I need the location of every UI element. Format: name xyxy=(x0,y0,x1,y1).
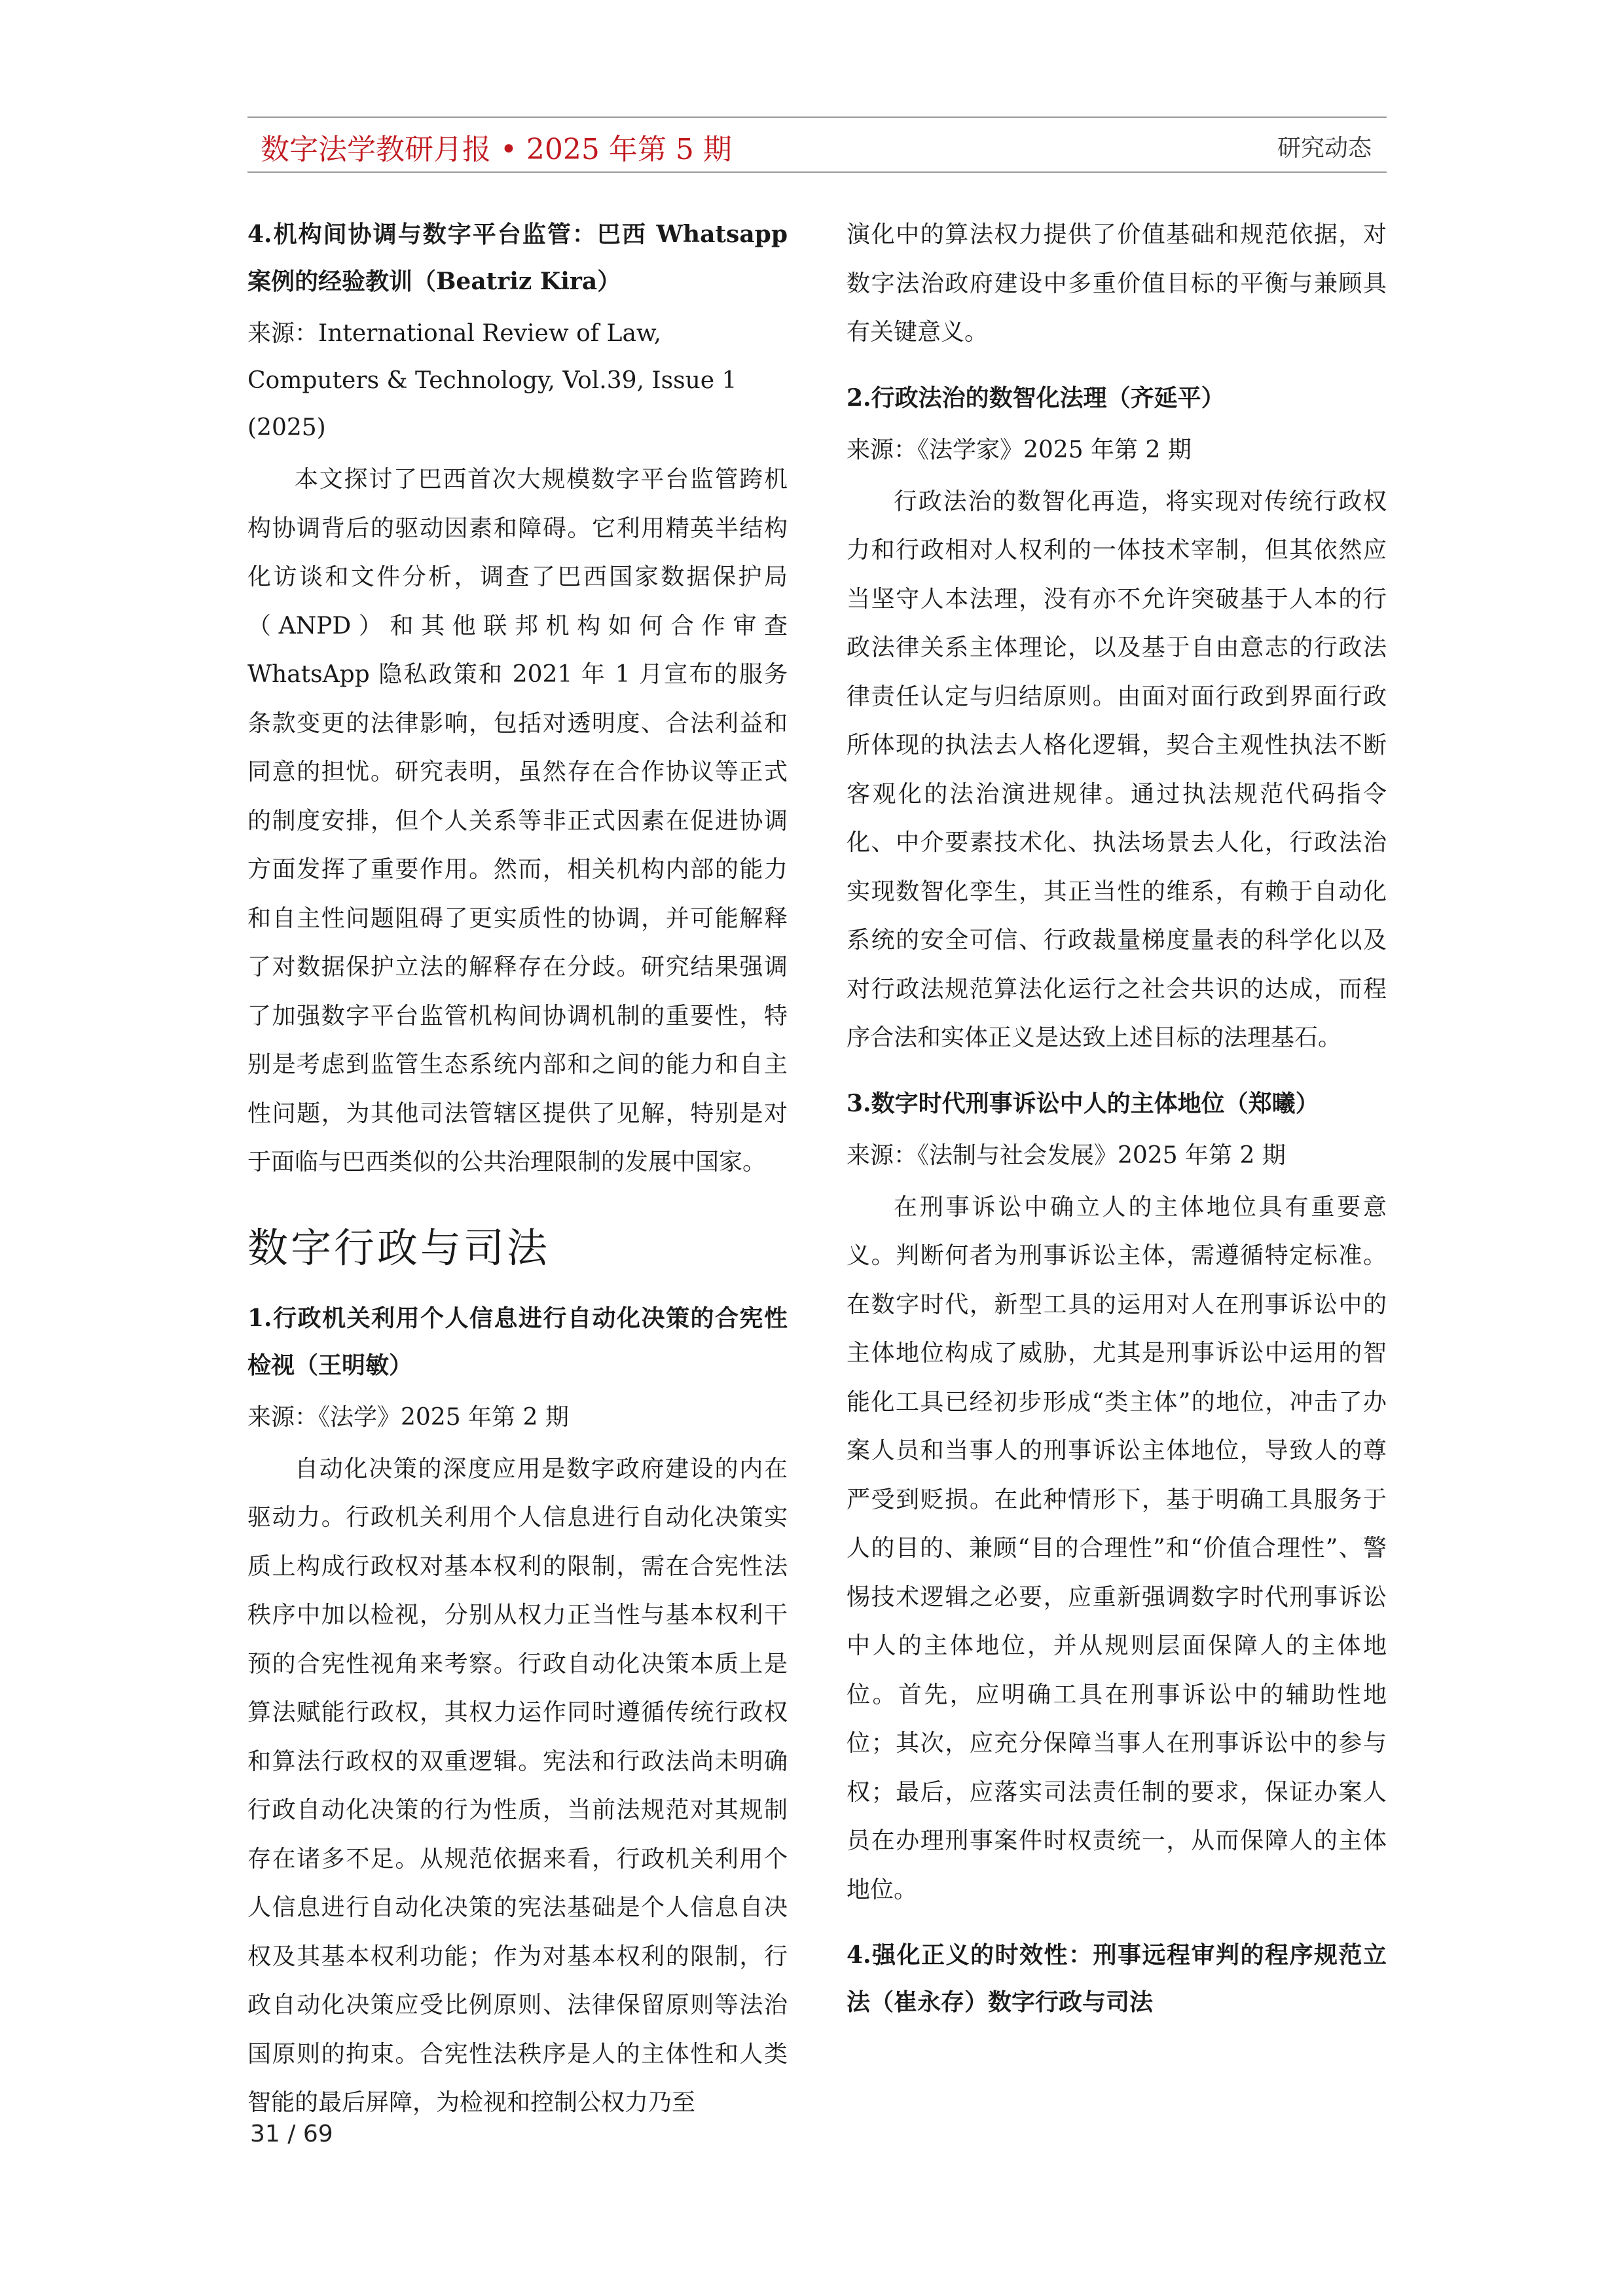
page-number: 31 / 69 xyxy=(250,2121,333,2147)
article-title: 4.机构间协调与数字平台监管：巴西 Whatsapp 案例的经验教训（Beatriz Kira） xyxy=(247,221,788,295)
article-abstract: 自动化决策的深度应用是数字政府建设的内在驱动力。行政机关利用个人信息进行自动化决策实质上构成行政权对基本权利的限制，需在合宪性法秩序中加以检视，分别从权力正当性与基本权利干预的合宪性视角来考察。行政自动化决策本质上是算法赋能行政权，其权力运作同时遵循传统行政权和算法行政权的双重逻辑。宪法和行政法尚未明确行政自动化决策的行为性质，当前法规范对其规制存在诸多不足。从规范依据来看，行政机关利用个人信息进行自动化决策的宪法基础是个人信息自决权及其基本权利功能；作为对基本权利的限制，行政自动化决策应受比例原则、法律保留原则等法治国原则的拘束。合宪性法秩序是人的主体性和人类智能的最后屏障，为检视和控制公权力乃至 xyxy=(247,1455,788,2116)
article-source: 来源：《法制与社会发展》2025 年第 2 期 xyxy=(847,1141,1286,1169)
section-heading: 数字行政与司法 xyxy=(247,1223,551,1272)
article-abstract-continued: 演化中的算法权力提供了价值基础和规范依据，对数字法治政府建设中多重价值目标的平衡与兼顾具有关键意义。 xyxy=(847,221,1387,346)
article-abstract: 在刑事诉讼中确立人的主体地位具有重要意义。判断何者为刑事诉讼主体，需遵循特定标准。在数字时代，新型工具的运用对人在刑事诉讼中的主体地位构成了威胁，尤其是刑事诉讼中运用的智能化工具已经初步形成“类主体”的地位，冲击了办案人员和当事人的刑事诉讼主体地位，导致人的尊严受到贬损。在此种情形下，基于明确工具服务于人的目的、兼顾“目的合理性”和“价值合理性”、警惕技术逻辑之必要，应重新强调数字时代刑事诉讼中人的主体地位，并从规则层面保障人的主体地位。首先，应明确工具在刑事诉讼中的辅助性地位；其次，应充分保障当事人在刑事诉讼中的参与权；最后，应落实司法责任制的要求，保证办案人员在办理刑事案件时权责统一，从而保障人的主体地位。 xyxy=(847,1193,1387,1903)
article-title: 3.数字时代刑事诉讼中人的主体地位（郑曦） xyxy=(847,1089,1319,1117)
article-title: 4.强化正义的时效性：刑事远程审判的程序规范立法（崔永存）数字行政与司法 xyxy=(847,1941,1387,2016)
article-source: 来源：《法学》2025 年第 2 期 xyxy=(247,1403,569,1431)
article-title: 2.行政法治的数智化法理（齐延平） xyxy=(847,384,1225,412)
journal-title: 数字法学教研月报 • 2025 年第 5 期 xyxy=(261,133,732,166)
header-top-rule xyxy=(247,117,1387,118)
article-abstract: 本文探讨了巴西首次大规模数字平台监管跨机构协调背后的驱动因素和障碍。它利用精英半结构化访谈和文件分析，调查了巴西国家数据保护局（ANPD）和其他联邦机构如何合作审查 WhatsApp 隐私政策和 2021 年 1 月宣布的服务条款变更的法律影响，包括对透明度、合法利益和同意的担忧。研究表明，虽然存在合作协议等正式的制度安排，但个人关系等非正式因素在促进协调方面发挥了重要作用。然而，相关机构内部的能力和自主性问题阻碍了更实质性的协调，并可能解释了对数据保护立法的解释存在分歧。研究结果强调了加强数字平台监管机构间协调机制的重要性，特别是考虑到监管生态系统内部和之间的能力和自主性问题，为其他司法管辖区提供了见解，特别是对于面临与巴西类似的公共治理限制的发展中国家。 xyxy=(247,466,788,1175)
right-column xyxy=(847,211,1387,2026)
article-abstract: 行政法治的数智化再造，将实现对传统行政权力和行政相对人权利的一体技术宰制，但其依然应当坚守人本法理，没有亦不允许突破基于人本的行政法律关系主体理论，以及基于自由意志的行政法律责任认定与归结原则。由面对面行政到界面行政所体现的执法去人格化逻辑，契合主观性执法不断客观化的法治演进规律。通过执法规范代码指令化、中介要素技术化、执法场景去人化，行政法治实现数智化孪生，其正当性的维系，有赖于自动化系统的安全可信、行政裁量梯度量表的科学化以及对行政法规范算法化运行之社会共识的达成，而程序合法和实体正义是达致上述目标的法理基石。 xyxy=(847,488,1387,1051)
article-title: 1.行政机关利用个人信息进行自动化决策的合宪性检视（王明敏） xyxy=(247,1304,788,1379)
header-bottom-rule xyxy=(247,171,1387,173)
section-label: 研究动态 xyxy=(1277,135,1372,162)
article-source: 来源：《法学家》2025 年第 2 期 xyxy=(847,436,1192,463)
article-source: 来源：International Review of Law, Computers & Technology, Vol.39, Issue 1 (2025) xyxy=(247,320,737,441)
left-column xyxy=(247,211,788,2128)
